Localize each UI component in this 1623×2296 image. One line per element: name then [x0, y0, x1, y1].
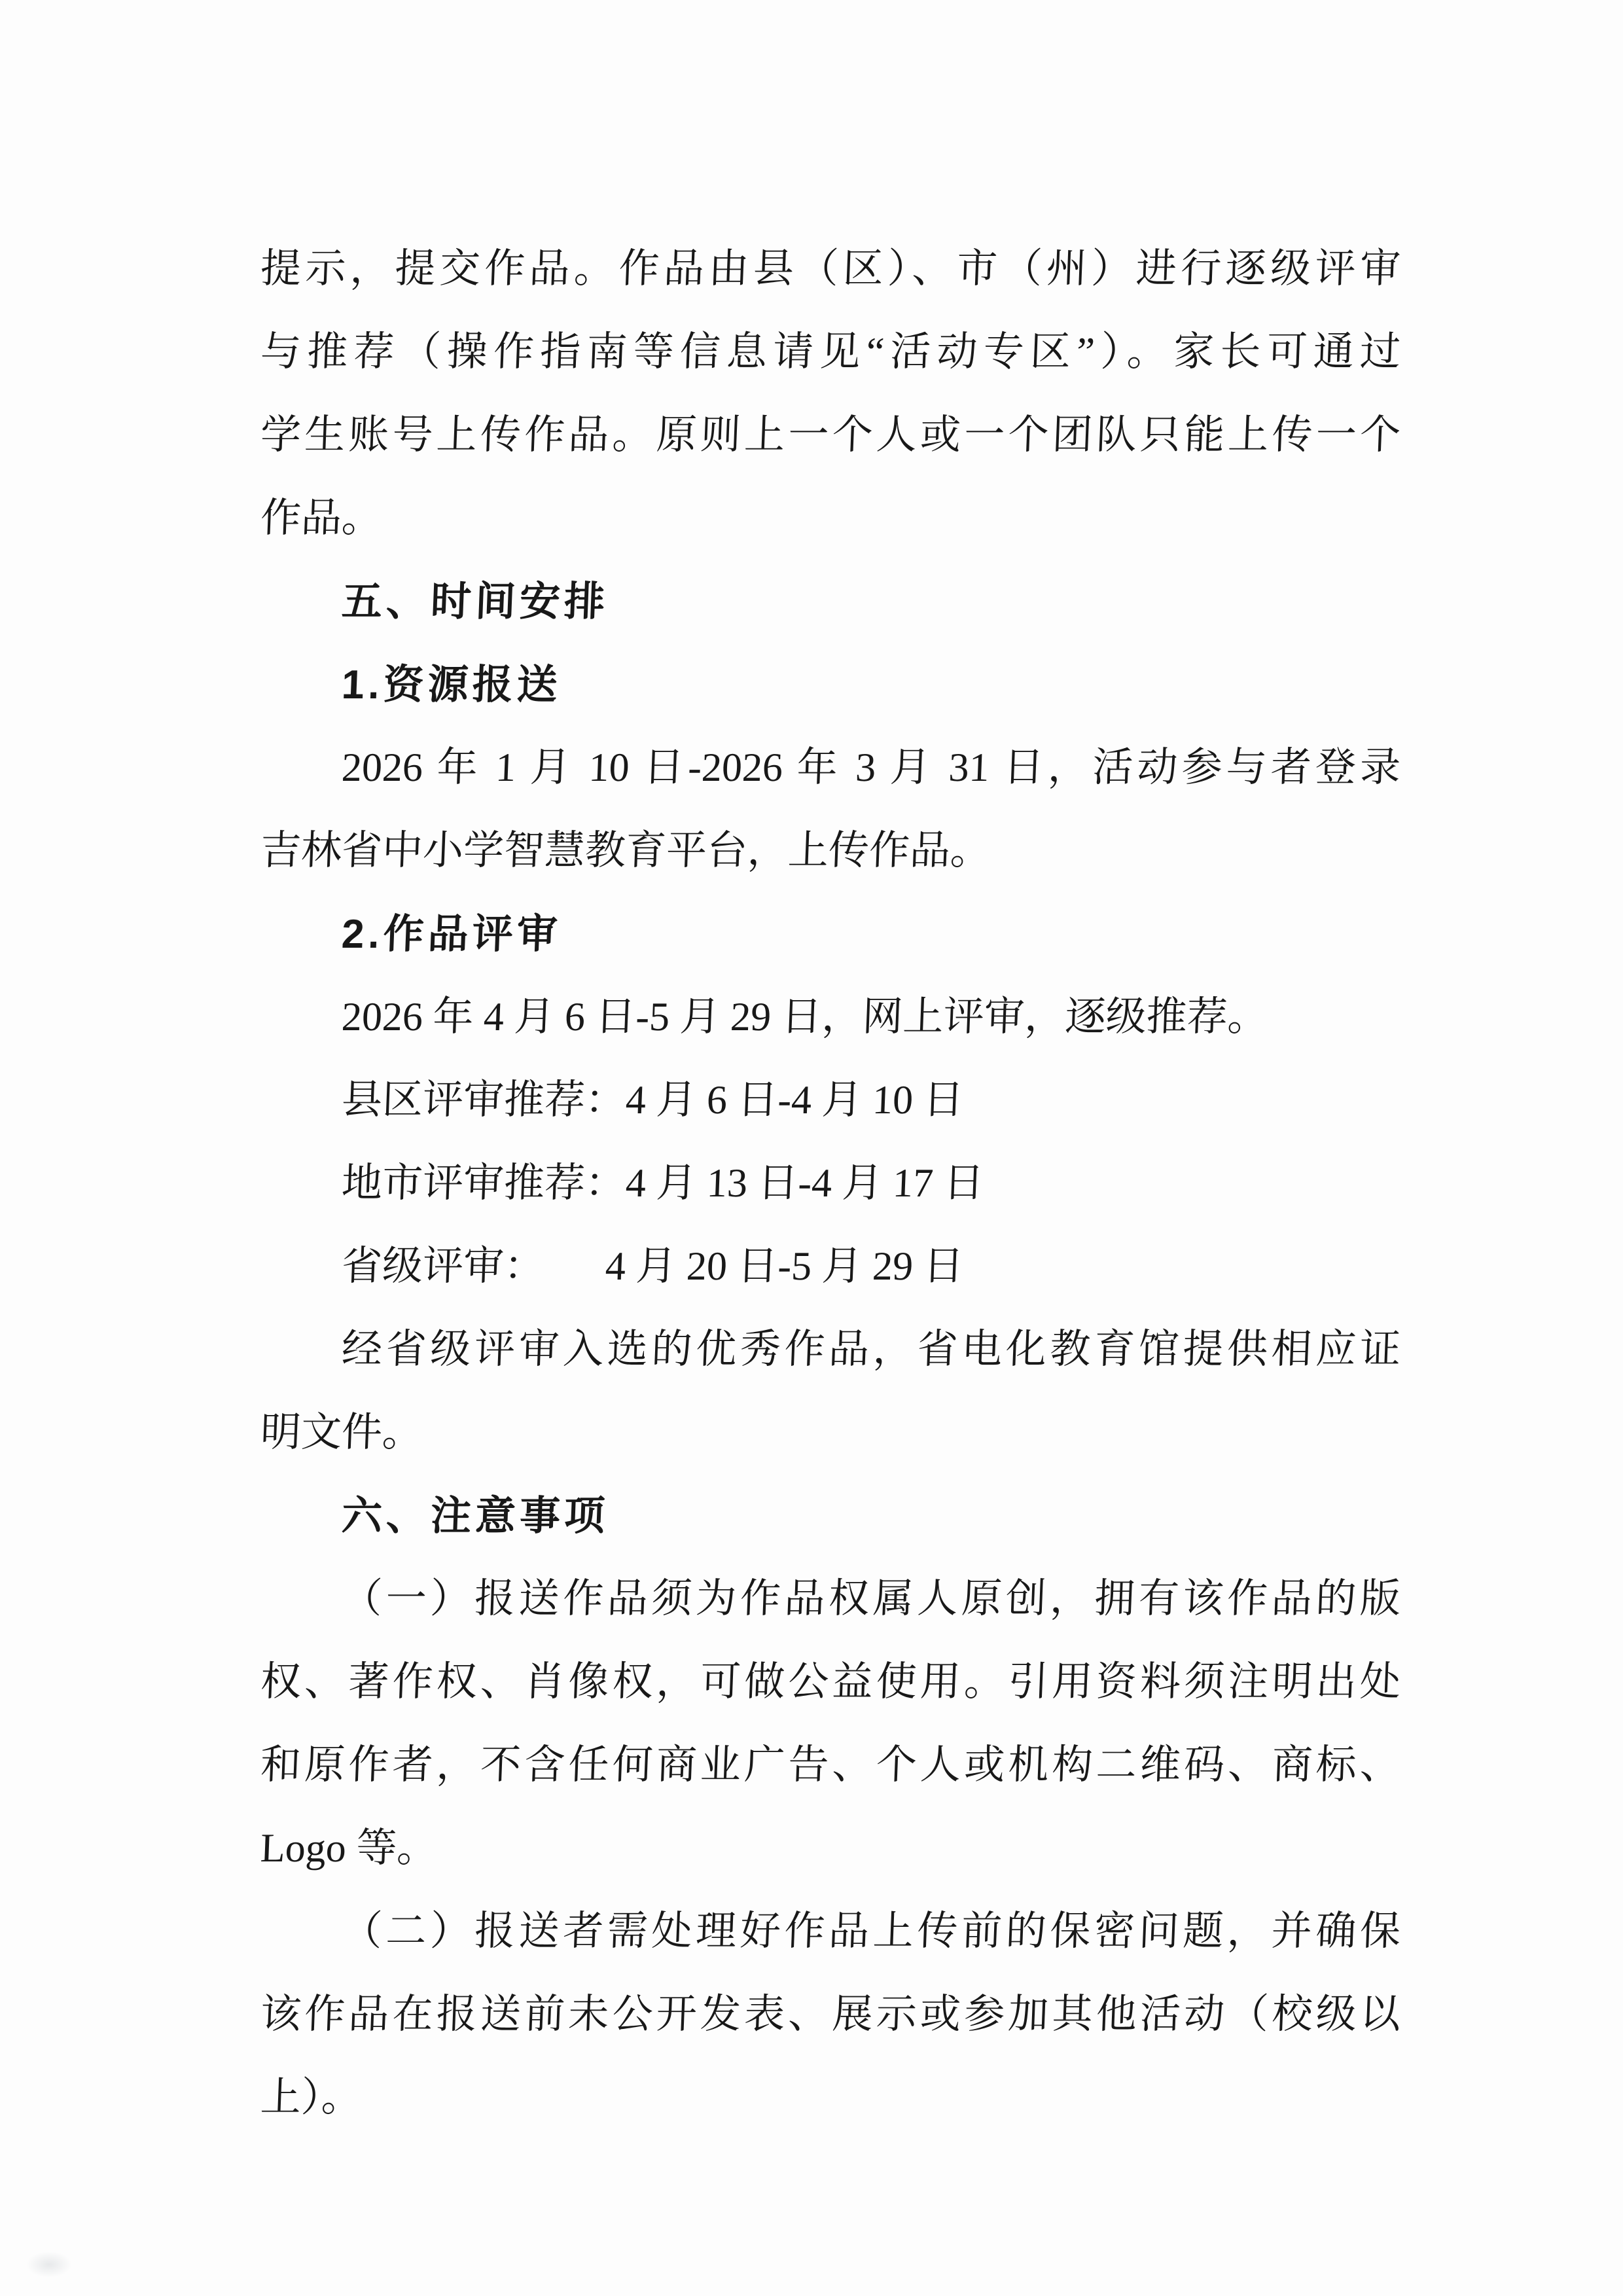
body-line: 经省级评审入选的优秀作品，省电化教育馆提供相应证 — [340, 1327, 1402, 1372]
body-line: 与推荐（操作指南等信息请见“活动专区”）。家长可通过 — [259, 330, 1402, 374]
county-review-schedule-line: 县区评审推荐：4 月 6 日-4 月 10 日 — [340, 1078, 965, 1122]
body-line: 吉林省中小学智慧教育平台，上传作品。 — [259, 829, 992, 873]
body-line: 该作品在报送前未公开发表、展示或参加其他活动（校级以 — [259, 1992, 1402, 2037]
province-review-schedule-line: 省级评审： 4 月 20 日-5 月 29 日 — [340, 1244, 965, 1289]
section-heading-time-schedule: 五、时间安排 — [340, 579, 610, 624]
body-line: 明文件。 — [259, 1410, 424, 1455]
city-review-schedule-line: 地市评审推荐：4 月 13 日-4 月 17 日 — [340, 1161, 985, 1206]
body-line: 提示，提交作品。作品由县（区）、市（州）进行逐级评审 — [259, 247, 1402, 291]
body-line: 权、著作权、肖像权，可做公益使用。引用资料须注明出处 — [259, 1660, 1402, 1704]
document-text-block — [260, 228, 1400, 2140]
subheading-work-review: 2.作品评审 — [340, 912, 563, 957]
body-line: （二）报送者需处理好作品上传前的保密问题，并确保 — [340, 1909, 1402, 1954]
section-heading-notes: 六、注意事项 — [340, 1494, 610, 1539]
body-line: 上）。 — [259, 2075, 363, 2120]
body-line: 2026 年 1 月 10 日-2026 年 3 月 31 日，活动参与者登录 — [340, 745, 1402, 790]
body-line: 2026 年 4 月 6 日-5 月 29 日，网上评审，逐级推荐。 — [340, 995, 1269, 1039]
body-line: 学生账号上传作品。原则上一个人或一个团队只能上传一个 — [259, 413, 1402, 457]
scan-artifact — [26, 2251, 72, 2278]
body-line: （一）报送作品须为作品权属人原创，拥有该作品的版 — [340, 1577, 1402, 1621]
body-line: 和原作者，不含任何商业广告、个人或机构二维码、商标、 — [259, 1743, 1402, 1787]
body-line: Logo 等。 — [259, 1826, 438, 1871]
body-line: 作品。 — [259, 496, 383, 541]
subheading-resource-submission: 1.资源报送 — [340, 662, 563, 708]
